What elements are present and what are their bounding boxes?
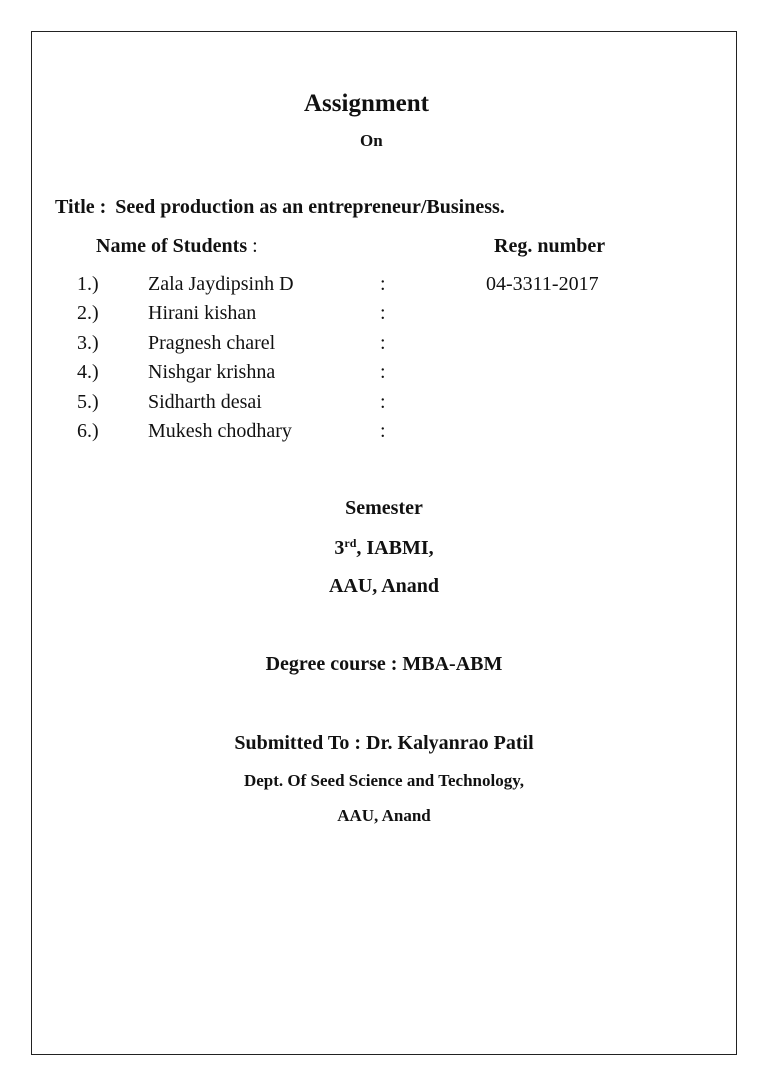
student-number: 6.) [77,420,99,442]
students-label: Name of Students [96,235,248,257]
assignment-title [55,196,505,219]
student-colon: : [380,302,386,325]
reg-number-header: Reg. number [494,235,606,257]
student-number: 5.) [77,390,99,413]
student-number: 2.) [77,302,99,325]
student-row [0,361,768,390]
student-name: Zala Jaydipsinh D [148,273,294,295]
student-number: 1.) [77,273,99,295]
semester-value [0,536,768,560]
student-row [0,332,768,361]
semester-institute: , IABMI, [356,537,434,559]
semester-label: Semester [345,497,423,519]
department: Dept. Of Seed Science and Technology, [243,771,525,790]
student-name: Hirani kishan [148,302,257,325]
student-reg-number: 04-3311-2017 [486,273,599,295]
student-name: Nishgar krishna [148,361,276,384]
semester-number: 3 [334,537,345,559]
submitted-university: AAU, Anand [337,806,431,825]
student-colon: : [380,273,386,295]
student-number: 3.) [77,331,99,354]
document-heading: Assignment [304,90,430,117]
student-row [0,391,768,420]
student-row [0,273,768,302]
students-label-colon: : [252,235,258,257]
semester-suffix: rd [344,536,357,550]
student-row [0,302,768,331]
student-name: Sidharth desai [148,390,262,413]
student-number: 4.) [77,361,99,384]
title-label: Title : [55,196,107,218]
submitted-to: Submitted To : Dr. Kalyanrao Patil [234,732,534,754]
student-colon: : [380,390,386,413]
student-colon: : [380,420,386,442]
student-colon: : [380,361,386,384]
students-header [96,235,258,258]
student-name: Pragnesh charel [148,331,276,354]
student-name: Mukesh chodhary [148,420,292,442]
title-value: Seed production as an entrepreneur/Business. [115,196,505,218]
student-row [0,420,768,449]
student-colon: : [380,331,386,354]
semester-university: AAU, Anand [328,575,440,597]
document-subheading: On [360,131,383,150]
degree-course: Degree course : MBA-ABM [265,653,503,675]
